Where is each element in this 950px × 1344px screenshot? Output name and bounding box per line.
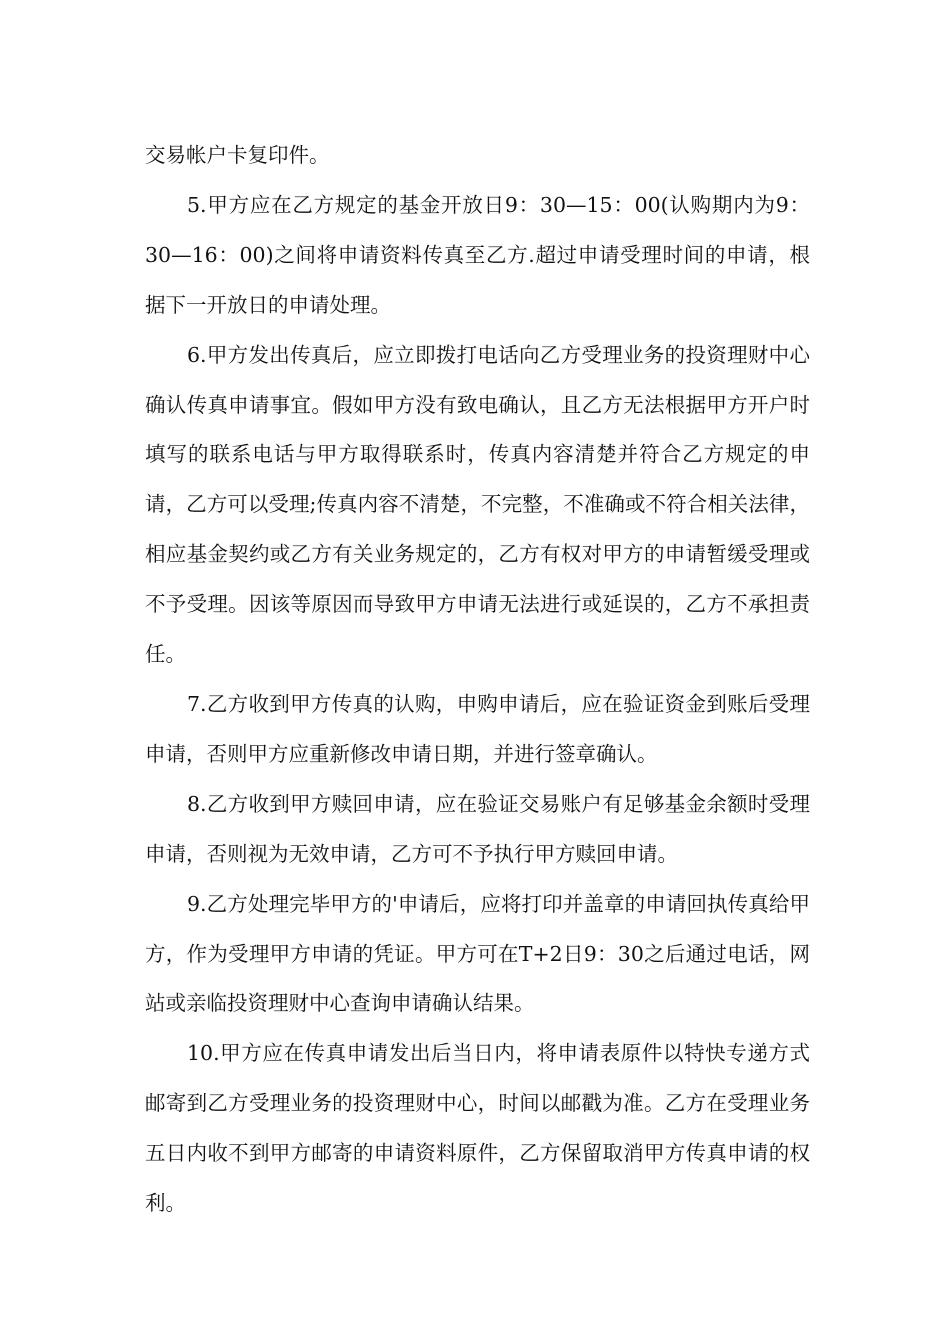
document-body xyxy=(145,131,810,1229)
paragraph-clause-6: 6.甲方发出传真后，应立即拨打电话向乙方受理业务的投资理财中心确认传真申请事宜。假如甲方没有致电确认，且乙方无法根据甲方开户时填写的联系电话与甲方取得联系时，传真内容清楚并符合乙方规定的申请，乙方可以受理;传真内容不清楚，不完整，不准确或不符合相关法律，相应基金契约或乙方有关业务规定的，乙方有权对甲方的申请暂缓受理或不予受理。因该等原因而导致甲方申请无法进行或延误的，乙方不承担责任。 xyxy=(145,342,810,667)
paragraph-clause-8: 8.乙方收到甲方赎回申请，应在验证交易账户有足够基金余额时受理申请，否则视为无效申请，乙方可不予执行甲方赎回申请。 xyxy=(145,791,810,866)
paragraph-clause-7: 7.乙方收到甲方传真的认购，申购申请后，应在验证资金到账后受理申请，否则甲方应重新修改申请日期，并进行签章确认。 xyxy=(145,691,810,766)
paragraph-clause-9: 9.乙方处理完毕甲方的'申请后，应将打印并盖章的申请回执传真给甲方，作为受理甲方申请的凭证。甲方可在T+2日9：30之后通过电话，网站或亲临投资理财中心查询申请确认结果。 xyxy=(145,891,810,1016)
paragraph-clause-10: 10.甲方应在传真申请发出后当日内，将申请表原件以特快专递方式邮寄到乙方受理业务的投资理财中心，时间以邮戳为准。乙方在受理业务五日内收不到甲方邮寄的申请资料原件，乙方保留取消甲方传真申请的权利。 xyxy=(145,1041,810,1216)
paragraph-clause-5: 5.甲方应在乙方规定的基金开放日9：30—15：00(认购期内为9：30—16：00)之间将申请资料传真至乙方.超过申请受理时间的申请，根据下一开放日的申请处理。 xyxy=(145,192,810,317)
paragraph-continuation: 交易帐户卡复印件。 xyxy=(145,143,330,167)
